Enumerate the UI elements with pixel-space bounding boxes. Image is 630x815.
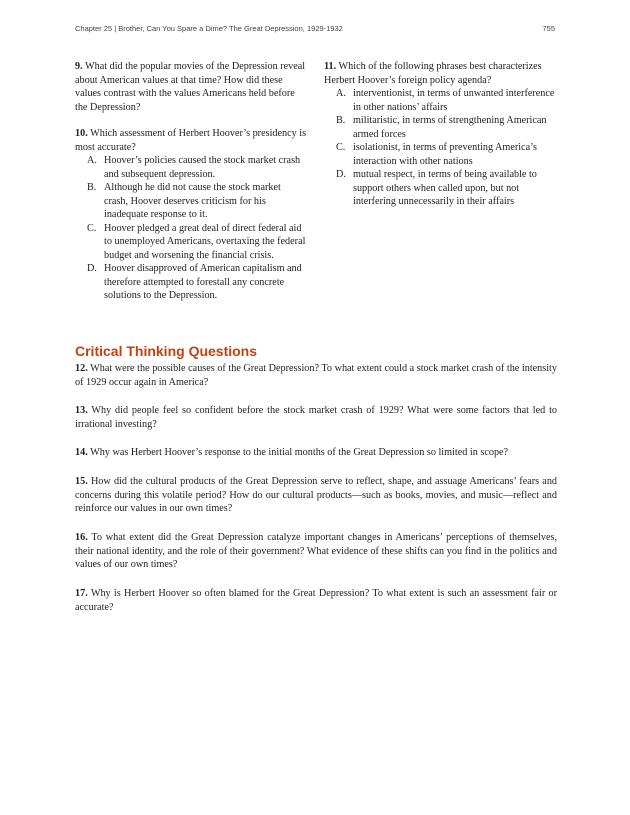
question-number: 12.: [75, 363, 88, 374]
question-9: [75, 60, 307, 114]
option-text: Hoover disapproved of American capitalism and therefore attempted to forestall any concrete solutions to the Depression.: [104, 263, 302, 301]
chapter-title: Chapter 25 | Brother, Can You Spare a Dime? The Great Depression, 1929-1932: [75, 24, 343, 33]
question-text: Why is Herbert Hoover so often blamed for the Great Depression? To what extent is such an assessment fair or accurate?: [75, 588, 557, 613]
question-text: What did the popular movies of the Depression reveal about American values at that time? How did these values contrast with the values Americans held before the Depression?: [75, 61, 306, 113]
option-letter: C.: [87, 222, 97, 234]
option-letter: B.: [87, 182, 97, 193]
answer-option: [75, 181, 307, 222]
answer-options: [75, 154, 307, 303]
question-14: [75, 446, 557, 460]
page-header: [75, 24, 555, 33]
question-number: 16.: [75, 532, 88, 543]
question-number: 13.: [75, 405, 88, 416]
question-number: 10.: [75, 128, 88, 139]
question-11: [324, 60, 555, 209]
answer-option: [75, 222, 307, 263]
option-text: isolationist, in terms of preventing America’s interaction with other nations: [353, 142, 537, 167]
option-letter: A.: [87, 155, 97, 166]
question-text: Which of the following phrases best characterizes Herbert Hoover’s foreign policy agenda?: [324, 61, 542, 86]
section-heading: Critical Thinking Questions: [75, 343, 258, 359]
question-number: 9.: [75, 61, 83, 72]
question-12: [75, 362, 557, 389]
option-letter: B.: [336, 115, 346, 126]
question-text: To what extent did the Great Depression catalyze important changes in Americans’ perceptions of themselves, their national identity, and the role of their government? What evidence of these shifts can you find in the politics and values of our own times?: [75, 532, 557, 570]
option-text: Although he did not cause the stock market crash, Hoover deserves criticism for his inadequate response to it.: [104, 182, 281, 220]
option-text: Hoover pledged a great deal of direct federal aid to unemployed Americans, overtaxing the federal budget and worsening the financial crisis.: [104, 222, 306, 261]
option-text: interventionist, in terms of unwanted interference in other nations’ affairs: [353, 88, 555, 113]
question-text: Which assessment of Herbert Hoover’s presidency is most accurate?: [75, 128, 307, 153]
option-text: mutual respect, in terms of being available to support others when called upon, but not interfering unnecessarily in their affairs: [353, 169, 537, 207]
question-10: [75, 127, 307, 303]
question-text: Why was Herbert Hoover’s response to the initial months of the Great Depression so limited in scope?: [90, 447, 509, 458]
answer-option: [324, 168, 555, 209]
question-number: 17.: [75, 588, 88, 599]
option-text: militaristic, in terms of strengthening American armed forces: [353, 115, 547, 140]
answer-option: [75, 262, 307, 303]
question-text: What were the possible causes of the Great Depression? To what extent could a stock market crash of the intensity of 1929 occur again in America?: [75, 363, 557, 388]
question-text: How did the cultural products of the Great Depression serve to reflect, shape, and assuage Americans’ fears and concerns during this volatile period? How do our cultural products—such as books, movies, and music—reflect and reinforce our values in our own times?: [75, 476, 558, 514]
answer-option: [324, 114, 555, 141]
option-letter: A.: [336, 88, 346, 99]
question-15: [75, 475, 557, 516]
question-number: 15.: [75, 476, 88, 487]
question-number: 11.: [324, 61, 337, 72]
option-letter: D.: [87, 263, 97, 274]
question-text: Why did people feel so confident before the stock market crash of 1929? What were some factors that led to irrational investing?: [75, 405, 557, 430]
right-column: [324, 60, 555, 222]
option-letter: D.: [336, 169, 346, 180]
question-number: 14.: [75, 447, 88, 458]
left-column: [75, 60, 307, 316]
option-text: Hoover’s policies caused the stock market crash and subsequent depression.: [104, 155, 301, 180]
page-number: 755: [542, 24, 555, 33]
question-17: [75, 587, 557, 614]
question-13: [75, 404, 557, 431]
answer-option: [75, 154, 307, 181]
answer-option: [324, 141, 555, 168]
option-letter: C.: [336, 142, 346, 153]
answer-option: [324, 87, 555, 114]
answer-options: [324, 87, 555, 209]
question-16: [75, 531, 557, 572]
